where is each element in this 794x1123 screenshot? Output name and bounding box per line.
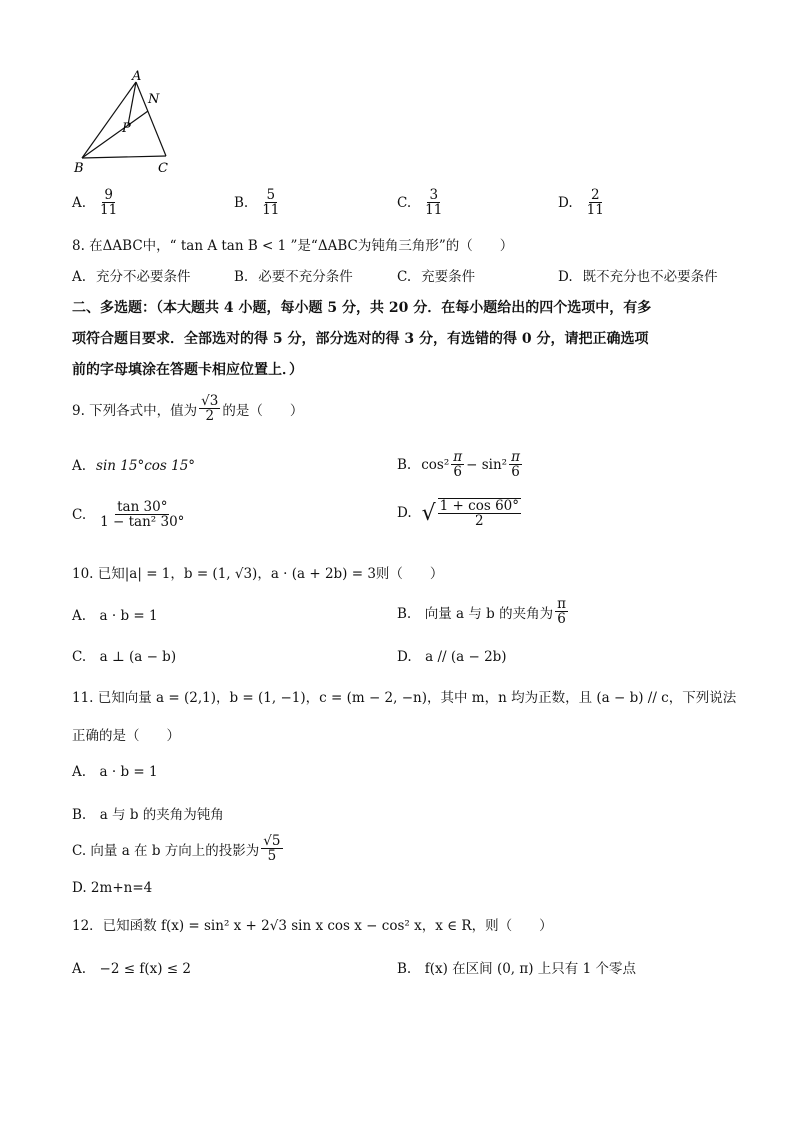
option-fraction: $\frac{\pi}{6}$: [453, 449, 463, 481]
option-text: B. 向量 a 与 b 的夹角为: [397, 605, 554, 622]
section2-line1: 二、多选题：（本大题共 4 小题，每小题 5 分，共 20 分．在每小题给出的四个选项中，有多: [72, 300, 652, 316]
option-fraction: $\frac{\pi}{6}$: [557, 596, 566, 628]
q9-option-a[interactable]: [72, 458, 195, 474]
q7-option-a[interactable]: [72, 188, 121, 217]
q11-stem-line1: 11. 已知向量 a = (2,1)，b = (1, −1)，c = (m − 2, −n)，其中 m，n 均为正数，且 (a − b) // c，下列说法: [72, 690, 737, 706]
q12-option-b[interactable]: B. f(x) 在区间 (0, π) 上只有 1 个零点: [397, 961, 636, 977]
vertex-label-A: A: [132, 69, 142, 84]
option-text: 充分不必要条件: [96, 269, 191, 285]
section2-heading: [72, 293, 651, 386]
option-fraction: $\frac{√5}{5}$: [263, 833, 281, 865]
q11-option-c[interactable]: [72, 834, 285, 863]
option-fraction: $\frac{2}{11}$: [586, 187, 604, 219]
option-label: B.: [234, 269, 249, 285]
option-label: A.: [72, 194, 87, 211]
q11-option-a[interactable]: A. a · b = 1: [72, 764, 158, 780]
section2-line3: 前的字母填涂在答题卡相应位置上．）: [72, 362, 303, 378]
section2-line2: 项符合题目要求．全部选对的得 5 分，部分选对的得 3 分，有选错的得 0 分，请把正确选项: [72, 331, 649, 347]
q9-stem-pre: 9. 下列各式中，值为: [72, 402, 198, 419]
option-text: cos²: [421, 456, 450, 473]
q7-option-b[interactable]: [234, 188, 283, 217]
q8-option-c[interactable]: [397, 265, 475, 285]
q11-option-b[interactable]: B. a 与 b 的夹角为钝角: [72, 807, 224, 823]
vertex-label-C: C: [158, 161, 168, 176]
q9-option-c[interactable]: [72, 500, 188, 529]
option-fraction: $\frac{5}{11}$: [262, 187, 280, 219]
q8-stem: 8. 在ΔABC中，“ tan A tan B < 1 ”是“ΔABC为钝角三角形”的（ ）: [72, 238, 514, 254]
option-label: C.: [397, 194, 412, 211]
option-fraction: $\frac{\pi}{6}$: [511, 449, 520, 481]
option-label: A.: [72, 458, 87, 474]
q8-option-d[interactable]: [558, 265, 718, 285]
q10-option-c[interactable]: C. a ⊥ (a − b): [72, 649, 177, 665]
q7-option-c[interactable]: [397, 188, 446, 217]
q10-stem: 10. 已知|a| = 1，b = (1, √3)，a · (a + 2b) = 3则（ ）: [72, 566, 444, 582]
option-text: C. 向量 a 在 b 方向上的投影为: [72, 842, 260, 859]
q10-option-a[interactable]: A. a · b = 1: [72, 608, 158, 624]
triangle-figure: [70, 68, 180, 180]
q9-option-d[interactable]: [397, 498, 523, 528]
q10-option-d[interactable]: D. a // (a − 2b): [397, 649, 507, 665]
q8-option-b[interactable]: [234, 265, 353, 285]
q9-stem-fraction: $\frac{√3}{2}$: [201, 393, 219, 425]
option-label: D.: [397, 505, 412, 522]
option-fraction: $\frac{9}{11}$: [100, 187, 118, 219]
q9-stem: [72, 394, 303, 423]
option-fraction: $\frac{\tan 30^\circ}{\text{1 − tan² 30°}}$: [100, 499, 185, 531]
q12-stem: 12．已知函数 f(x) = sin² x + 2√3 sin x cos x − cos² x，x ∈ R，则（ ）: [72, 918, 553, 934]
option-label: B.: [397, 456, 412, 473]
q11-option-d[interactable]: D. 2m+n=4: [72, 880, 153, 896]
option-text: − sin²: [466, 456, 508, 473]
side-AB: [82, 82, 136, 158]
side-BC: [82, 156, 166, 158]
option-fraction: $\frac{1 + \cos 60^\circ}{2}$: [439, 498, 519, 530]
option-text: 既不充分也不必要条件: [582, 269, 718, 285]
vertex-label-N: N: [148, 92, 160, 107]
option-label: A.: [72, 269, 87, 285]
q11-stem-line2: 正确的是（ ）: [72, 728, 180, 744]
option-label: C.: [397, 269, 412, 285]
q8-option-a[interactable]: [72, 265, 191, 285]
q9-stem-post: 的是（ ）: [222, 402, 304, 419]
option-label: D.: [558, 194, 573, 211]
q9-option-b[interactable]: [397, 450, 524, 479]
sqrt-icon: √: [421, 500, 436, 526]
segment-BN: [82, 111, 148, 158]
option-label: C.: [72, 506, 87, 523]
q10-option-b[interactable]: [397, 597, 570, 626]
vertex-label-B: B: [74, 161, 84, 176]
option-text: 充要条件: [421, 269, 476, 285]
option-label: B.: [234, 194, 249, 211]
vertex-label-P: P: [122, 121, 131, 136]
option-text: 必要不充分条件: [258, 269, 353, 285]
q7-option-d[interactable]: [558, 188, 608, 217]
option-text: sin 15°cos 15°: [96, 458, 196, 474]
option-label: D.: [558, 269, 573, 285]
option-fraction: $\frac{3}{11}$: [425, 187, 443, 219]
q12-option-a[interactable]: A. −2 ≤ f(x) ≤ 2: [72, 961, 191, 977]
